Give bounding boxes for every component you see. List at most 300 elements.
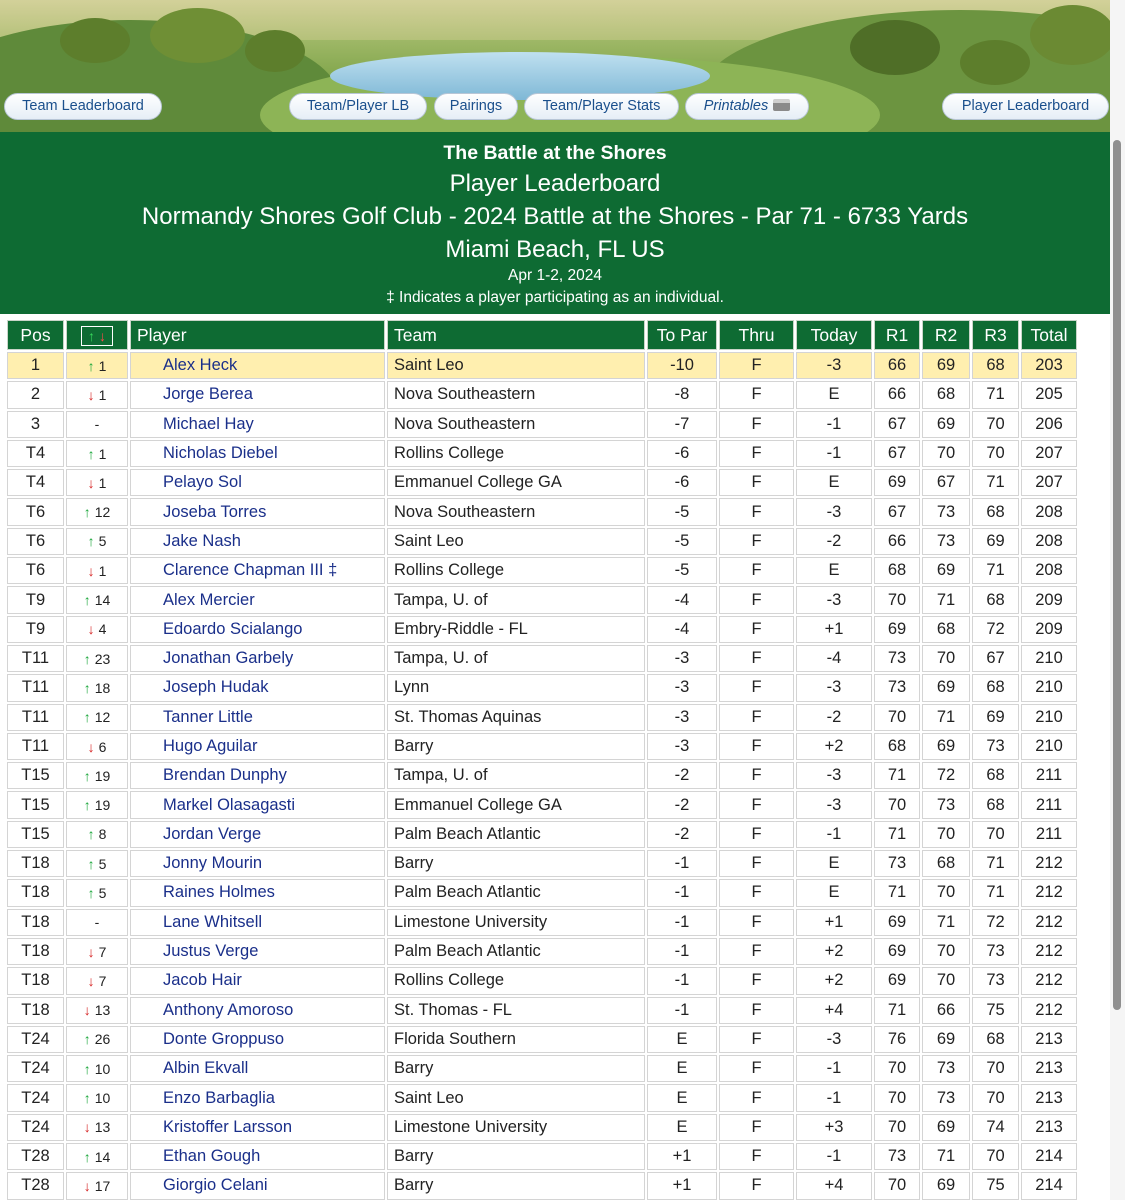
total-cell: 214 [1021,1172,1077,1199]
down-arrow-icon: ↓ [87,621,95,638]
table-row [7,674,1077,701]
to-par-cell: E [647,1114,717,1141]
pos-cell: T18 [7,850,64,877]
pairings-button[interactable]: Pairings [434,93,518,120]
today-cell: -3 [796,791,872,818]
pos-cell: T18 [7,879,64,906]
player-link[interactable]: Tanner Little [130,704,385,731]
today-cell: -2 [796,528,872,555]
r1-cell: 71 [874,762,920,789]
r3-cell: 68 [972,1026,1019,1053]
today-cell: +4 [796,997,872,1024]
movement-value: 4 [98,621,107,638]
table-row [7,997,1077,1024]
thru-cell: F [719,821,794,848]
up-arrow-icon: ↑ [87,445,95,462]
down-arrow-icon: ↓ [83,1119,91,1136]
thru-cell: F [719,1114,794,1141]
total-cell: 210 [1021,645,1077,672]
course-banner [0,0,1110,132]
movement-cell [66,1172,128,1199]
player-link[interactable]: Jordan Verge [130,821,385,848]
movement-value: 10 [94,1060,111,1077]
team-cell: Palm Beach Atlantic [387,938,645,965]
pos-cell: T11 [7,645,64,672]
r2-cell: 73 [922,528,970,555]
thru-cell: F [719,967,794,994]
r1-cell: 70 [874,791,920,818]
movement-cell [66,616,128,643]
up-arrow-icon: ↑ [87,533,95,550]
table-row [7,1026,1077,1053]
pos-cell: T24 [7,1084,64,1111]
table-row [7,645,1077,672]
table-row [7,469,1077,496]
r2-cell: 69 [922,411,970,438]
r1-cell: 70 [874,1084,920,1111]
thru-cell: F [719,1026,794,1053]
player-link[interactable]: Alex Heck [130,352,385,379]
table-row [7,411,1077,438]
r3-cell: 68 [972,762,1019,789]
thru-cell: F [719,352,794,379]
movement-cell [66,557,128,584]
r1-cell: 69 [874,469,920,496]
team-cell: Limestone University [387,1114,645,1141]
r1-cell: 69 [874,967,920,994]
movement-cell [66,821,128,848]
team-cell: Barry [387,850,645,877]
thru-cell: F [719,850,794,877]
r2-cell: 73 [922,791,970,818]
player-leaderboard-button[interactable]: Player Leaderboard [942,93,1109,120]
today-cell: -1 [796,440,872,467]
r2-cell: 70 [922,967,970,994]
event-dates: Apr 1-2, 2024 [508,267,602,284]
up-arrow-icon: ↑ [83,797,91,814]
col-pos[interactable]: Pos [7,320,64,350]
pos-cell: T11 [7,674,64,701]
to-par-cell: -8 [647,381,717,408]
leaderboard-table [5,318,1079,1200]
col-player[interactable]: Player [130,320,385,350]
player-link[interactable]: Albin Ekvall [130,1055,385,1082]
up-arrow-icon: ↑ [83,504,91,521]
pos-cell: T4 [7,440,64,467]
table-row [7,1172,1077,1199]
total-cell: 210 [1021,674,1077,701]
movement-cell [66,469,128,496]
total-cell: 212 [1021,879,1077,906]
down-arrow-icon: ↓ [87,386,95,403]
r3-cell: 67 [972,645,1019,672]
player-link[interactable]: Jake Nash [130,528,385,555]
movement-value: - [94,416,100,433]
up-arrow-icon: ↑ [83,1148,91,1165]
r3-cell: 75 [972,997,1019,1024]
r1-cell: 69 [874,909,920,936]
r2-cell: 73 [922,1084,970,1111]
pos-cell: T18 [7,938,64,965]
team-cell: Rollins College [387,967,645,994]
r2-cell: 69 [922,1114,970,1141]
board-title: Player Leaderboard [449,170,661,197]
thru-cell: F [719,440,794,467]
total-cell: 205 [1021,381,1077,408]
col-r3[interactable]: R3 [972,320,1019,350]
up-arrow-icon: ↑ [87,357,95,374]
today-cell: -1 [796,1055,872,1082]
to-par-cell: -1 [647,938,717,965]
r3-cell: 71 [972,557,1019,584]
to-par-cell: -3 [647,645,717,672]
team-player-lb-button[interactable]: Team/Player LB [289,93,427,120]
r1-cell: 76 [874,1026,920,1053]
to-par-cell: +1 [647,1143,717,1170]
location: Miami Beach, FL US [445,236,665,263]
movement-cell [66,938,128,965]
thru-cell: F [719,674,794,701]
team-cell: Tampa, U. of [387,586,645,613]
total-cell: 203 [1021,352,1077,379]
thru-cell: F [719,733,794,760]
down-arrow-icon: ↓ [87,562,95,579]
total-cell: 212 [1021,997,1077,1024]
table-row [7,557,1077,584]
movement-value: 6 [98,738,107,755]
to-par-cell: +1 [647,1172,717,1199]
r3-cell: 68 [972,791,1019,818]
r2-cell: 67 [922,469,970,496]
up-arrow-icon: ↑ [83,1090,91,1107]
r2-cell: 70 [922,821,970,848]
movement-value: 14 [94,592,111,609]
down-arrow-icon: ↓ [87,474,95,491]
r1-cell: 71 [874,821,920,848]
player-link[interactable]: Lane Whitsell [130,909,385,936]
total-cell: 213 [1021,1055,1077,1082]
total-cell: 208 [1021,557,1077,584]
r3-cell: 71 [972,879,1019,906]
up-arrow-icon: ↑ [83,679,91,696]
player-link[interactable]: Raines Holmes [130,879,385,906]
movement-cell [66,674,128,701]
movement-cell [66,704,128,731]
page-scrollbar[interactable] [1110,0,1125,1200]
today-cell: +1 [796,616,872,643]
r2-cell: 68 [922,381,970,408]
team-cell: Nova Southeastern [387,498,645,525]
movement-value: 19 [94,797,111,814]
total-cell: 212 [1021,967,1077,994]
pos-cell: T15 [7,762,64,789]
player-link[interactable]: Jonny Mourin [130,850,385,877]
movement-cell [66,1114,128,1141]
r1-cell: 67 [874,498,920,525]
r3-cell: 68 [972,586,1019,613]
player-link[interactable]: Joseph Hudak [130,674,385,701]
r3-cell: 73 [972,967,1019,994]
r1-cell: 66 [874,381,920,408]
movement-cell [66,1026,128,1053]
r1-cell: 66 [874,352,920,379]
to-par-cell: -5 [647,498,717,525]
movement-cell [66,528,128,555]
today-cell: -1 [796,1084,872,1111]
player-link[interactable]: Markel Olasagasti [130,791,385,818]
today-cell: -3 [796,586,872,613]
today-cell: -3 [796,762,872,789]
to-par-cell: -5 [647,557,717,584]
movement-value: 5 [98,855,107,872]
table-row [7,440,1077,467]
to-par-cell: -1 [647,997,717,1024]
player-link[interactable]: Enzo Barbaglia [130,1084,385,1111]
thru-cell: F [719,909,794,936]
pos-cell: T18 [7,997,64,1024]
pos-cell: 2 [7,381,64,408]
today-cell: -1 [796,821,872,848]
printables-label: Printables [703,98,769,114]
team-cell: Embry-Riddle - FL [387,616,645,643]
pos-cell: T18 [7,967,64,994]
team-cell: Nova Southeastern [387,411,645,438]
up-arrow-icon: ↑ [83,650,91,667]
player-link[interactable]: Donte Groppuso [130,1026,385,1053]
r3-cell: 70 [972,440,1019,467]
total-cell: 213 [1021,1026,1077,1053]
table-row [7,352,1077,379]
total-cell: 208 [1021,498,1077,525]
team-cell: Palm Beach Atlantic [387,879,645,906]
player-link[interactable]: Pelayo Sol [130,469,385,496]
total-cell: 210 [1021,704,1077,731]
to-par-cell: -6 [647,469,717,496]
r2-cell: 72 [922,762,970,789]
r3-cell: 68 [972,674,1019,701]
player-link[interactable]: Nicholas Diebel [130,440,385,467]
col-total[interactable]: Total [1021,320,1077,350]
down-arrow-icon: ↓ [87,972,95,989]
thru-cell: F [719,704,794,731]
today-cell: -3 [796,674,872,701]
r2-cell: 70 [922,645,970,672]
r3-cell: 70 [972,1084,1019,1111]
r1-cell: 67 [874,440,920,467]
movement-value: 7 [98,972,107,989]
movement-value: 12 [94,709,111,726]
team-cell: Saint Leo [387,352,645,379]
player-link[interactable]: Clarence Chapman III ‡ [130,557,385,584]
table-row [7,879,1077,906]
thru-cell: F [719,616,794,643]
course-info: Normandy Shores Golf Club - 2024 Battle at the Shores - Par 71 - 6733 Yards [141,203,969,230]
to-par-cell: E [647,1055,717,1082]
r3-cell: 73 [972,733,1019,760]
thru-cell: F [719,762,794,789]
up-arrow-icon: ↑ [83,1060,91,1077]
col-today[interactable]: Today [796,320,872,350]
team-cell: St. Thomas - FL [387,997,645,1024]
today-cell: -3 [796,498,872,525]
pos-cell: T24 [7,1026,64,1053]
table-row [7,1055,1077,1082]
r3-cell: 75 [972,1172,1019,1199]
thru-cell: F [719,498,794,525]
to-par-cell: -2 [647,821,717,848]
total-cell: 209 [1021,586,1077,613]
r2-cell: 71 [922,1143,970,1170]
player-link[interactable]: Hugo Aguilar [130,733,385,760]
movement-cell [66,1055,128,1082]
r2-cell: 71 [922,704,970,731]
leaderboard-header [0,132,1110,314]
col-to-par[interactable]: To Par [647,320,717,350]
col-team[interactable]: Team [387,320,645,350]
player-link[interactable]: Michael Hay [130,411,385,438]
pos-cell: T15 [7,791,64,818]
movement-cell [66,967,128,994]
player-link[interactable]: Jacob Hair [130,967,385,994]
r2-cell: 69 [922,733,970,760]
player-link[interactable]: Anthony Amoroso [130,997,385,1024]
movement-cell [66,850,128,877]
r3-cell: 71 [972,381,1019,408]
player-link[interactable]: Jonathan Garbely [130,645,385,672]
to-par-cell: E [647,1026,717,1053]
table-row [7,791,1077,818]
team-leaderboard-button[interactable]: Team Leaderboard [4,93,162,120]
thru-cell: F [719,586,794,613]
pos-cell: T24 [7,1055,64,1082]
to-par-cell: -2 [647,762,717,789]
today-cell: -2 [796,704,872,731]
r1-cell: 70 [874,1114,920,1141]
r3-cell: 70 [972,1055,1019,1082]
movement-value: 13 [94,1002,111,1019]
today-cell: +2 [796,733,872,760]
movement-cell [66,997,128,1024]
r1-cell: 70 [874,1172,920,1199]
up-arrow-icon: ↑ [83,709,91,726]
team-cell: Tampa, U. of [387,762,645,789]
r1-cell: 73 [874,850,920,877]
player-link[interactable]: Brendan Dunphy [130,762,385,789]
pos-cell: T6 [7,498,64,525]
player-link[interactable]: Kristoffer Larsson [130,1114,385,1141]
r1-cell: 68 [874,733,920,760]
movement-cell [66,586,128,613]
thru-cell: F [719,528,794,555]
col-r2[interactable]: R2 [922,320,970,350]
table-row [7,762,1077,789]
col-movement[interactable] [66,320,128,350]
total-cell: 211 [1021,791,1077,818]
total-cell: 206 [1021,411,1077,438]
player-link[interactable]: Giorgio Celani [130,1172,385,1199]
player-link[interactable]: Ethan Gough [130,1143,385,1170]
total-cell: 213 [1021,1114,1077,1141]
player-link[interactable]: Justus Verge [130,938,385,965]
movement-cell [66,411,128,438]
movement-value: 1 [98,445,107,462]
r2-cell: 69 [922,352,970,379]
movement-value: 1 [98,562,107,579]
pos-cell: 1 [7,352,64,379]
movement-value: 13 [94,1119,111,1136]
up-arrow-icon: ↑ [83,592,91,609]
pos-cell: T9 [7,616,64,643]
player-link[interactable]: Edoardo Scialango [130,616,385,643]
to-par-cell: -5 [647,528,717,555]
movement-cell [66,352,128,379]
pos-cell: 3 [7,411,64,438]
player-link[interactable]: Joseba Torres [130,498,385,525]
r1-cell: 71 [874,879,920,906]
team-cell: Lynn [387,674,645,701]
to-par-cell: -3 [647,733,717,760]
movement-value: 18 [94,679,111,696]
down-arrow-icon: ↓ [87,943,95,960]
col-thru[interactable]: Thru [719,320,794,350]
r3-cell: 68 [972,352,1019,379]
team-cell: Tampa, U. of [387,645,645,672]
player-link[interactable]: Jorge Berea [130,381,385,408]
up-arrow-icon: ↑ [87,855,95,872]
thru-cell: F [719,1084,794,1111]
movement-cell [66,762,128,789]
team-cell: St. Thomas Aquinas [387,704,645,731]
event-title: The Battle at the Shores [443,142,667,164]
sort-arrows-icon[interactable]: ↑ ↓ [81,326,113,346]
thru-cell: F [719,879,794,906]
movement-value: 8 [98,826,107,843]
r2-cell: 70 [922,879,970,906]
player-link[interactable]: Alex Mercier [130,586,385,613]
to-par-cell: -2 [647,791,717,818]
team-cell: Barry [387,1143,645,1170]
to-par-cell: -1 [647,879,717,906]
printables-button[interactable] [685,93,809,120]
total-cell: 212 [1021,938,1077,965]
table-row [7,1114,1077,1141]
team-player-stats-button[interactable]: Team/Player Stats [524,93,679,120]
today-cell: E [796,850,872,877]
movement-cell [66,1143,128,1170]
r3-cell: 69 [972,528,1019,555]
thru-cell: F [719,1143,794,1170]
movement-cell [66,879,128,906]
movement-cell [66,645,128,672]
r1-cell: 70 [874,704,920,731]
scroll-thumb[interactable] [1113,140,1121,1010]
to-par-cell: -10 [647,352,717,379]
thru-cell: F [719,938,794,965]
total-cell: 211 [1021,821,1077,848]
today-cell: E [796,469,872,496]
table-row [7,821,1077,848]
to-par-cell: E [647,1084,717,1111]
pos-cell: T6 [7,557,64,584]
col-r1[interactable]: R1 [874,320,920,350]
r3-cell: 71 [972,850,1019,877]
team-cell: Rollins College [387,440,645,467]
pos-cell: T11 [7,704,64,731]
r1-cell: 73 [874,645,920,672]
today-cell: E [796,557,872,584]
pos-cell: T18 [7,909,64,936]
movement-cell [66,909,128,936]
